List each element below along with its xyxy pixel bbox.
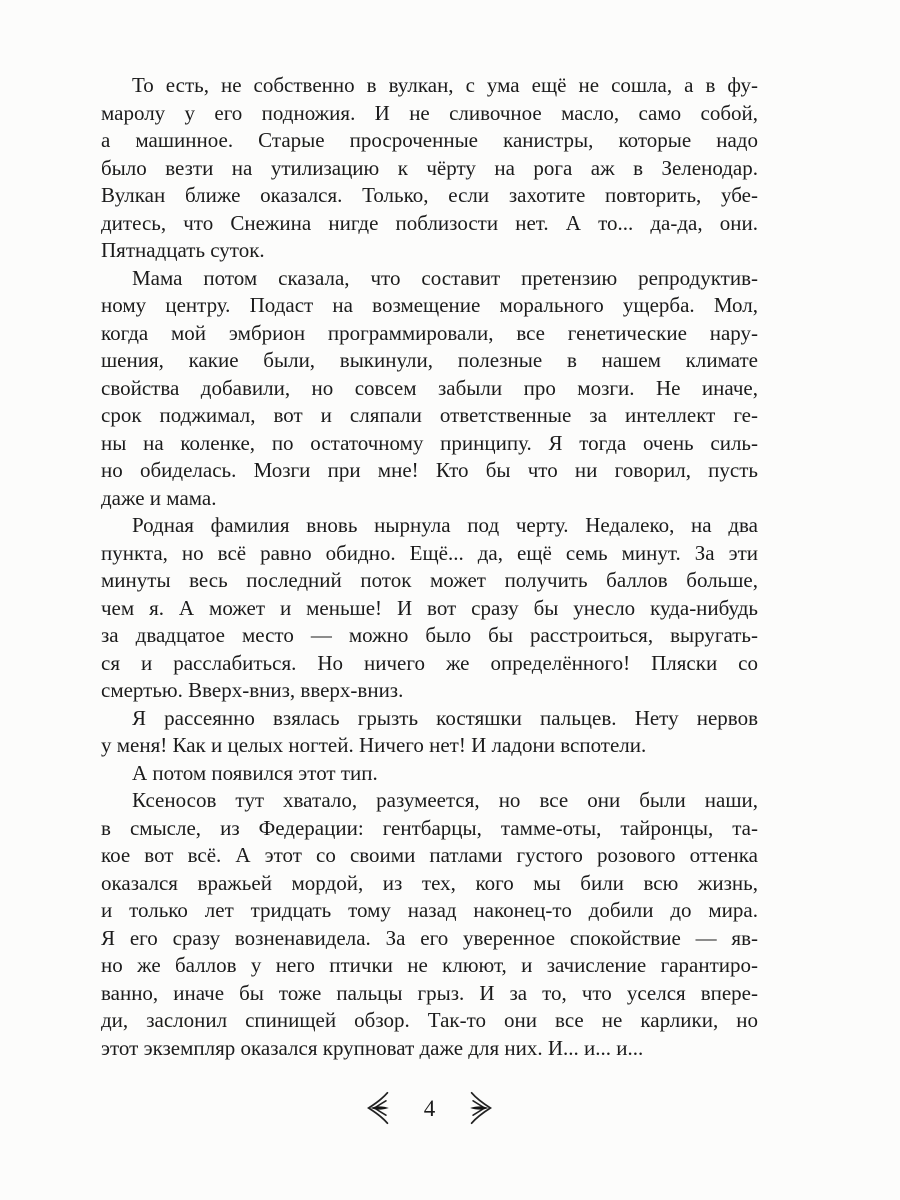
text-line: дитесь, что Снежина нигде поблизости нет. А то... да-да, они. bbox=[101, 210, 758, 235]
text-line: и только лет тридцать тому назад наконец-то добили до мира. bbox=[101, 898, 758, 922]
text-line: но обиделась. Мозги при мне! Кто бы что ни говорил, пусть bbox=[101, 458, 758, 482]
paragraph bbox=[101, 705, 758, 760]
arrow-fleuron-left-icon bbox=[365, 1090, 391, 1126]
text-line: А потом появился этот тип. bbox=[132, 760, 378, 785]
text-line: но же баллов у него птички не клюют, и зачисление гарантиро- bbox=[101, 953, 758, 977]
text-line: минуты весь последний поток может получить баллов больше, bbox=[101, 568, 758, 592]
text-line: ному центру. Подаст на возмещение морального ущерба. Мол, bbox=[101, 293, 758, 317]
text-line: даже и мама. bbox=[101, 485, 217, 510]
text-line: Вулкан ближе оказался. Только, если захотите повторить, убе- bbox=[101, 183, 758, 207]
text-line: кое вот всё. А этот со своими патлами густого розового оттенка bbox=[101, 843, 758, 867]
text-line: а машинное. Старые просроченные канистры, которые надо bbox=[101, 128, 758, 152]
page-text bbox=[101, 72, 758, 1062]
text-line: чем я. А может и меньше! И вот сразу бы унесло куда-нибудь bbox=[101, 595, 758, 620]
text-line: в смысле, из Федерации: гентбарцы, тамме-оты, тайронцы, та- bbox=[101, 815, 758, 840]
text-line: шения, какие были, выкинули, полезные в нашем климате bbox=[101, 348, 758, 372]
text-line: ванно, иначе бы тоже пальцы грыз. И за то, что уселся впере- bbox=[101, 980, 758, 1005]
text-line: маролу у его подножия. И не сливочное масло, само собой, bbox=[101, 100, 758, 125]
text-line: ся и расслабиться. Но ничего же определённого! Пляски со bbox=[101, 650, 758, 675]
paragraph bbox=[101, 760, 758, 788]
text-line: оказался вражьей мордой, из тех, кого мы били всю жизнь, bbox=[101, 870, 758, 895]
text-line: Ксеносов тут хватало, разумеется, но все они были наши, bbox=[132, 788, 758, 812]
arrow-fleuron-right-icon bbox=[468, 1090, 494, 1126]
text-line: смертью. Вверх-вниз, вверх-вниз. bbox=[101, 678, 404, 702]
text-line: срок поджимал, вот и сляпали ответственные за интеллект ге- bbox=[101, 403, 758, 427]
text-line: у меня! Как и целых ногтей. Ничего нет! И ладони вспотели. bbox=[101, 733, 647, 757]
text-line: Мама потом сказала, что составит претензию репродуктив- bbox=[132, 265, 758, 290]
page-footer bbox=[101, 1086, 758, 1130]
text-line: пункта, но всё равно обидно. Ещё... да, ещё семь минут. За эти bbox=[101, 540, 758, 565]
text-line: этот экземпляр оказался крупноват даже для них. И... и... и... bbox=[101, 1035, 644, 1060]
text-line: То есть, не собственно в вулкан, с ума ещё не сошла, а в фу- bbox=[132, 73, 758, 97]
paragraph bbox=[101, 787, 758, 1062]
text-line: за двадцатое место — можно было бы расстроиться, выругать- bbox=[101, 623, 758, 647]
text-line: свойства добавили, но совсем забыли про мозги. Не иначе, bbox=[101, 375, 758, 400]
page-number: 4 bbox=[423, 1095, 436, 1121]
text-line: Я его сразу возненавидела. За его уверенное спокойствие — яв- bbox=[101, 925, 758, 950]
text-line: Пятнадцать суток. bbox=[101, 238, 265, 262]
text-line: ди, заслонил спинищей обзор. Так-то они все не карлики, но bbox=[101, 1008, 758, 1032]
paragraph bbox=[101, 512, 758, 705]
text-line: Родная фамилия вновь нырнула под черту. Недалеко, на два bbox=[132, 513, 758, 537]
text-line: Я рассеянно взялась грызть костяшки пальцев. Нету нервов bbox=[132, 705, 758, 730]
text-line: когда мой эмбрион программировали, все генетические нару- bbox=[101, 320, 758, 345]
paragraph bbox=[101, 265, 758, 513]
text-line: было везти на утилизацию к чёрту на рога аж в Зеленодар. bbox=[101, 155, 758, 180]
paragraph bbox=[101, 72, 758, 265]
text-line: ны на коленке, по остаточному принципу. Я тогда очень силь- bbox=[101, 430, 758, 455]
